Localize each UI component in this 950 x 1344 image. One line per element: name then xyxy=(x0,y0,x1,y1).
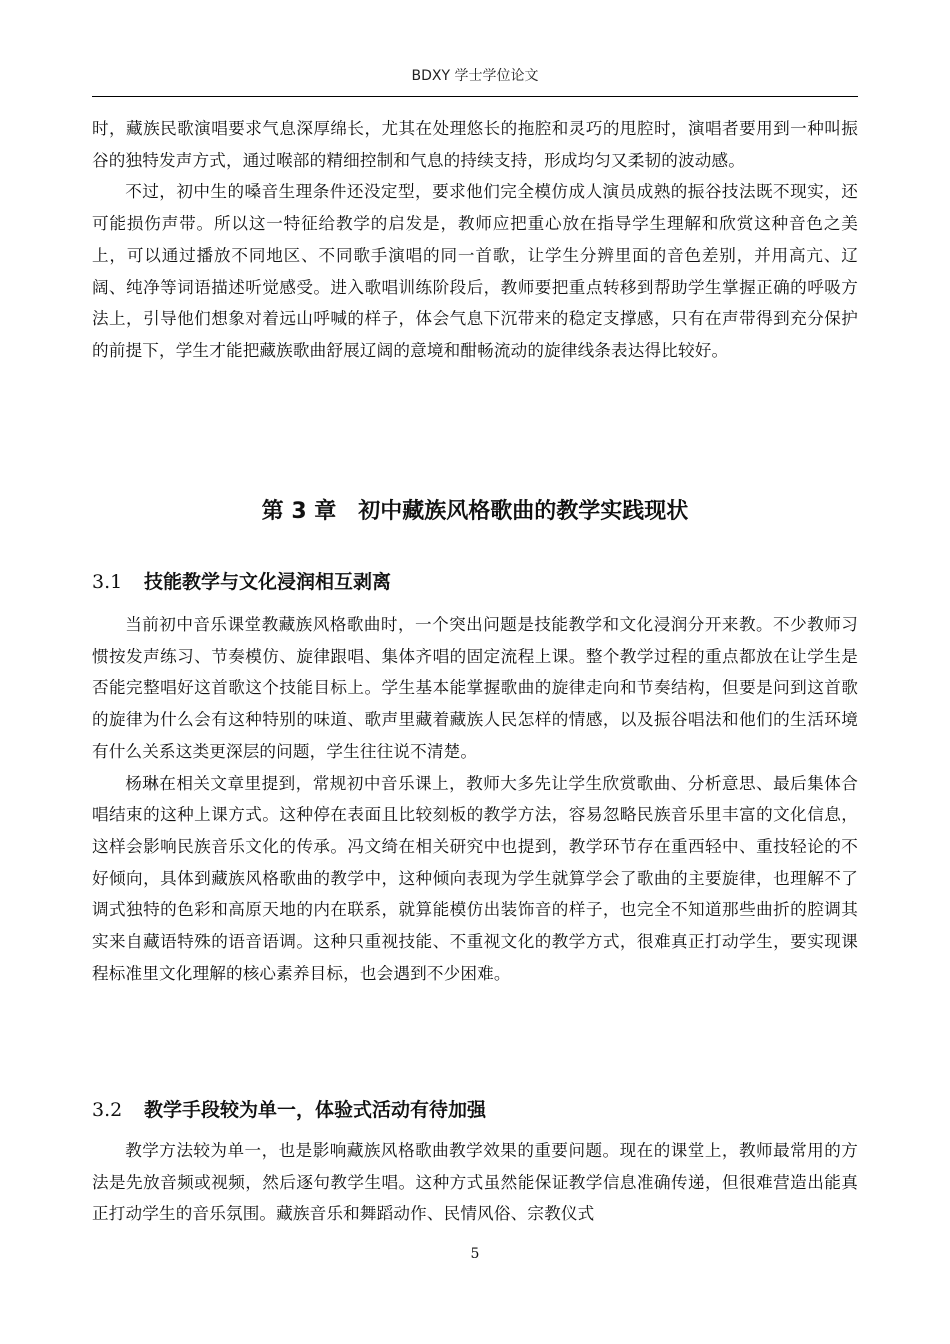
header-rule xyxy=(92,96,858,97)
chapter-title: 第 3 章 初中藏族风格歌曲的教学实践现状 xyxy=(261,499,689,524)
section-title-text: 技能教学与文化浸润相互剥离 xyxy=(144,571,392,593)
running-header: BDXY 学士学位论文 xyxy=(411,68,539,84)
section-title-text: 教学手段较为单一，体验式活动有待加强 xyxy=(144,1099,487,1121)
intro-text xyxy=(92,113,858,367)
body-paragraph: 杨琳在相关文章里提到，常规初中音乐课上，教师大多先让学生欣赏歌曲、分析意思、最后集体合唱结束的这种上课方式。这种停在表面且比较刻板的教学方法，容易忽略民族音乐里丰富的文化信息，这样会影响民族音乐文化的传承。冯文绮在相关研究中也提到，教学环节存在重西轻中、重技轻论的不好倾向，具体到藏族风格歌曲的教学中，这种倾向表现为学生就算学会了歌曲的主要旋律，也理解不了调式独特的色彩和高原天地的内在联系，就算能模仿出装饰音的样子，也完全不知道那些曲折的腔调其实来自藏语特殊的语音语调。这种只重视技能、不重视文化的教学方式，很难真正打动学生，要实现课程标准里文化理解的核心素养目标，也会遇到不少困难。 xyxy=(92,773,858,983)
intro-paragraph: 不过，初中生的嗓音生理条件还没定型，要求他们完全模仿成人演员成熟的振谷技法既不现实，还可能损伤声带。所以这一特征给教学的启发是，教师应把重心放在指导学生理解和欣赏这种音色之美上，可以通过播放不同地区、不同歌手演唱的同一首歌，让学生分辨里面的音色差别，并用高亢、辽阔、纯净等词语描述听觉感受。进入歌唱训练阶段后，教师要把重点转移到帮助学生掌握正确的呼吸方法上，引导他们想象对着远山呼喊的样子，体会气息下沉带来的稳定支撑感，只有在声带得到充分保护的前提下，学生才能把藏族歌曲舒展辽阔的意境和酣畅流动的旋律线条表达得比较好。 xyxy=(92,182,858,360)
body-paragraph: 当前初中音乐课堂教藏族风格歌曲时，一个突出问题是技能教学和文化浸润分开来教。不少教师习惯按发声练习、节奏模仿、旋律跟唱、集体齐唱的固定流程上课。整个教学过程的重点都放在让学生是否能完整唱好这首歌这个技能目标上。学生基本能掌握歌曲的旋律走向和节奏结构，但要是问到这首歌的旋律为什么会有这种特别的味道、歌声里藏着藏族人民怎样的情感，以及振谷唱法和他们的生活环境有什么关系这类更深层的问题，学生往往说不清楚。 xyxy=(92,615,858,761)
section-number: 3.1 xyxy=(92,571,123,593)
section-number: 3.2 xyxy=(92,1099,123,1121)
page-number: 5 xyxy=(470,1246,480,1262)
section-heading-3-2 xyxy=(92,1095,858,1125)
section-3-2-text xyxy=(92,1135,858,1230)
section-3-1-text xyxy=(92,609,858,989)
section-heading-3-1 xyxy=(92,567,858,597)
body-paragraph: 教学方法较为单一，也是影响藏族风格歌曲教学效果的重要问题。现在的课堂上，教师最常用的方法是先放音频或视频，然后逐句教学生唱。这种方式虽然能保证教学信息准确传递，但很难营造出能真正打动学生的音乐氛围。藏族音乐和舞蹈动作、民情风俗、宗教仪式 xyxy=(92,1141,858,1224)
intro-paragraph-continued: 时，藏族民歌演唱要求气息深厚绵长，尤其在处理悠长的拖腔和灵巧的甩腔时，演唱者要用到一种叫振谷的独特发声方式，通过喉部的精细控制和气息的持续支持，形成均匀又柔韧的波动感。 xyxy=(92,119,858,170)
